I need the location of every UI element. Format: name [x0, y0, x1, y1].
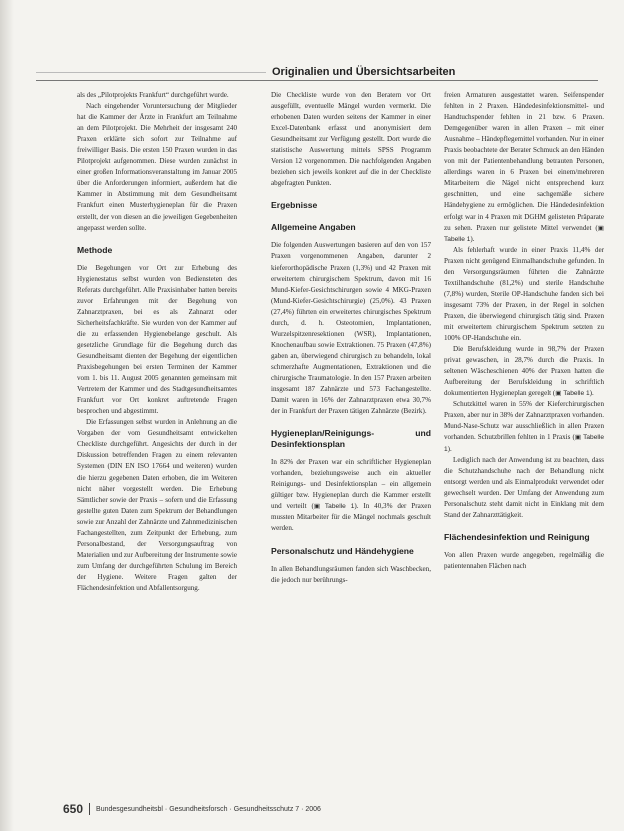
paragraph-text: ). — [589, 389, 594, 398]
paragraph: Die Begehungen vor Ort zur Erhebung des Hygienestatus selbst wurden von Bediensteten des Referats durchgeführt. Alle Praxisinhaber hatten bereits zuvor Erfahrungen mit der Begehung von Zahnarztpraxen, bei es als Zahnarzt oder Sicherheitsfachkräfte. Sie wurden von der Kammer auf die zu erfassenden Hygienebelange geschult. Als gesetzliche Grundlage für die Begehung durch das Gesundheitsamt dienten der Begehung der eigentlichen Praxisbegehungen bei ersten Terminen der Kammer vom 1. bis 11. August 2005 genannten gemeinsam mit Vertretern der Kammer und des Stadtgesundheitsamtes Frankfurt vor Ort konkret auftretende Fragen besprochen und abgestimmt. — [77, 263, 237, 416]
heading-flaechendesinfektion: Flächendesinfektion und Reinigung — [444, 531, 590, 542]
paragraph: Lediglich nach der Anwendung ist zu beachten, dass die Schutzhandschuhe nach der Behandlung nicht entsorgt werden und als Einmalprodukt verwendet oder gewechselt wurden. Der Umfang der Anwendung zum Personalschutz steht damit nicht in Einklang mit dem Stand der Zahnarzttätigkeit. — [444, 455, 604, 519]
heading-allgemeine-angaben: Allgemeine Angaben — [271, 222, 356, 233]
page-footer — [63, 802, 321, 816]
paragraph: Die Checkliste wurde von den Beratern vor Ort ausgefüllt, eventuelle Mängel wurden vermerkt. Die erhobenen Daten wurden seitens der Kammer in einer Excel-Datenbank erfasst und anonymisiert dem Gesundheitsamt zur Verfügung gestellt. Dort wurde die statistische Auswertung mittels SPSS Programm Version 12 vorgenommen. Die nachfolgenden Angaben beziehen sich jeweils konkret auf die in der Checkliste abgefragten Punkten. — [271, 91, 431, 188]
section-header: Originalien und Übersichtsarbeiten — [272, 66, 456, 78]
paragraph-text: Schutzkittel waren in 55% der Kieferchirurgischen Praxen, aber nur in 38% der Zahnarztpraxen vorhanden. Mund-Nase-Schutz war ausschließlich in allen Praxen vorhanden. Schutzbrillen fehlten in 1 Praxis — [444, 400, 604, 442]
paragraph: als des „Pilotprojekts Frankfurt“ durchgeführt wurde. — [77, 91, 229, 99]
paragraph-text: Die Berufskleidung wurde in 98,7% der Praxen privat gewaschen, in 28,7% durch die Praxis. In seltenen Wäscheschienen 40% der Praxen hatten die Aufbereitung der Berufskleidung in schriftlich dokumentierten Hygieneplan geregelt — [444, 345, 604, 398]
page-edge-shadow — [0, 0, 14, 831]
table-reference-label: Tabelle 1 — [444, 434, 604, 453]
text-column-3 — [444, 90, 604, 815]
heading-personalschutz: Personalschutz und Händehygiene — [271, 545, 414, 556]
paragraph: In 82% der Praxen war ein schriftlicher Hygieneplan vorhanden, beziehungsweise auch ein aktueller Reinigungs- und Desinfektionsplan – ein allgemein gültiger bzw. Hygieneplan durch die Kammer erstellt und verteilt (▣ Tabelle 1). In 40,3% der Praxen mussten Mitarbeiter für die Mängel nochmals geschult werden. — [271, 458, 431, 533]
heading-ergebnisse: Ergebnisse — [271, 200, 318, 211]
paragraph: In allen Behandlungsräumen fanden sich Waschbecken, die jedoch nur berührungs- — [271, 564, 431, 584]
paragraph: Die folgenden Auswertungen basieren auf den von 157 Praxen vorgenommenen Angaben, darunter 2 kieferorthopädische Praxen (1,3%) und 42 Praxen mit erweitertem chirurgischem Spektrum, davon mit 16 Mund-Kiefer-Gesichtschirurgen sowie 4 MKG-Praxen (Mund-Kiefer-Gesichtschirurgie) (25,0%). 43 Praxen (27,4%) führten ein erweitertes chirurgisches Spektrum durch, d. h. Osteotomien, Implantationen, Wurzelspitzenresektionen (WSR), Implantationen, Knochenaufbau sowie Extraktionen. 75 Praxen (47,8%) gaben an, überwiegend chirurgisch zu behandeln, lokal schmerzhafte Augmentationen, Extraktionen und die chirurgische Traumatologie. In den 157 Praxen arbeiten insgesamt 187 Zahnärzte und 573 Fachangestellte. Damit waren in 16% der Zahnarztpraxen etwa 30,7% der in Frankfurt der Praxen tätigen Zahnärzte (Bezirk). — [271, 241, 431, 416]
table-reference-label: Tabelle 1 — [444, 235, 471, 243]
page-number: 650 — [63, 802, 84, 816]
table-reference: ▣ Tabelle 1 — [313, 503, 355, 511]
text-column-1 — [77, 90, 237, 815]
journal-citation: Bundesgesundheitsbl · Gesundheitsforsch · Gesundheitsschutz 7 · 2006 — [96, 805, 321, 813]
text-column-2 — [271, 90, 431, 815]
paragraph-text: In 82% der Praxen war ein schriftlicher Hygieneplan vorhanden, beziehungsweise auch ein aktueller Reinigungs- und Desinfektionsplan – ein allgemein gültiger bzw. Hygieneplan durch die Kammer erstellt und verteilt — [271, 458, 431, 511]
table-reference-label: Tabelle 1 — [563, 390, 590, 398]
footer-divider — [89, 803, 90, 815]
heading-hygieneplan: Hygieneplan/Reinigungs- und Desinfektionsplan — [271, 428, 431, 450]
paragraph: Schutzkittel waren in 55% der Kieferchirurgischen Praxen, aber nur in 38% der Zahnarztpraxen vorhanden. Mund-Nase-Schutz war ausschließlich in allen Praxen vorhanden. Schutzbrillen fehlten in 1 Praxis (▣ Tabelle 1). — [444, 400, 604, 453]
header-rule — [36, 80, 598, 81]
paragraph-text: ). In 40,3% der Praxen mussten Mitarbeiter für die Mängel nochmals geschult werden. — [271, 502, 431, 533]
paragraph-text: ). — [470, 234, 475, 243]
table-reference: ▣ Tabelle 1 — [444, 224, 604, 243]
table-reference-label: Tabelle 1 — [324, 503, 355, 511]
paragraph-text: ). — [447, 444, 452, 453]
table-reference: ▣ Tabelle 1 — [555, 390, 590, 398]
paragraph: Als fehlerhaft wurde in einer Praxis 11,4% der Praxen nicht genügend Einmalhandschuhe gefunden. In den Versorgungsräumen führten die Zahnärzte Textilhandschuhe (81,2%) und sterile Handschuhe (7,8%) wurden, Sterile OP-Handschuhe fanden sich bei insgesamt 73% der Praxen, in der Regel in solchen Praxen, die überwiegend chirurgisch tätig sind. Praxen mit erweitertem chirurgischem Spektrum setzten zu 100% OP-Handschuhe ein. — [444, 245, 604, 343]
table-reference: ▣ Tabelle 1 — [444, 434, 604, 453]
paragraph: Von allen Praxen wurde angegeben, regelmäßig die patientennahen Flächen nach — [444, 550, 604, 570]
paragraph: Nach eingehender Voruntersuchung der Mitglieder hat die Kammer der Ärzte in Frankfurt am Teilnahme an dem Pilotprojekt. Die Mehrheit der insgesamt 240 Praxen erklärte sich sofort zur Teilnahme auf freiwilliger Basis. Die ersten 150 Praxen wurden in das Pilotprojekt aufgenommen. Diese wurden zunächst in einer großen Informationsveranstaltung im Januar 2005 über die Anforderungen informiert, außerdem hat die Kammer in Abstimmung mit dem Gesundheitsamt Frankfurt einen Musterhygieneplan für die Praxen erstellt, der von diesen an die jeweiligen Gegebenheiten angepasst werden sollte. — [77, 102, 237, 232]
paragraph: Die Erfassungen selbst wurden in Anlehnung an die Vorgaben der vom Gesundheitsamt entwickelten Checkliste durchgeführt. Angesichts der durch in der Diskussion betreffenden Fragen zu einem relevanten Systemen (DIN EN ISO 17664 und weiteren) wurden die hierzu gegebenen Daten erhoben, die im Weiteren nicht näher vorgestellt werden. Die Erhebung Sämtlicher sowie der Praxis – sofern und die Erfassung gestellte guten Daten zum Spektrum der Behandlungen sowie zur Anzahl der Zahnärzte und Zahnmedizinischen Fachangestellten, zum Zeitpunkt der Erhebung, zum Personalbestand, der Versorgungsauftrag von Materialien und zur Aufbereitung der Instrumente sowie zum Umfang der durchgeführten Schulung im Bereich der Hygiene. Weitere Fragen galten der Flächendesinfektion und Abfallentsorgung. — [77, 418, 237, 592]
header-grey-rule — [36, 72, 266, 73]
paragraph-text: freien Armaturen ausgestattet waren. Seifenspender fehlten in 2 Praxen. Händedesinfektionsmittel- und Handtuchspender fehlten in 21 bzw. 6 Praxen. Demgegenüber waren in allen Praxen – mit einer Ausnahme – Händepflegemittel vorhanden. Nur in einer Praxis beobachtete der Berater Schmuck an den Händen von mit der Patientenbehandlung betrauten Personen, allerdings waren in 6 Praxen bei einem/mehreren Mitarbeitern die Nägel nicht entsprechend kurz geschnitten, und eine sachgemäße sichere Händehygiene zu ermöglichen. Die Händedesinfektion erfolgt war in 4 Praxen mit DGHM gelisteten Präparate zu sehen. Praxen nur gelistete Mittel verwendet — [444, 91, 604, 232]
paragraph: Die Berufskleidung wurde in 98,7% der Praxen privat gewaschen, in 28,7% durch die Praxis. In seltenen Wäscheschienen 40% der Praxen hatten die Aufbereitung der Berufskleidung in schriftlich dokumentierten Hygieneplan geregelt (▣ Tabelle 1). — [444, 345, 604, 398]
heading-methode: Methode — [77, 244, 113, 255]
paragraph: freien Armaturen ausgestattet waren. Seifenspender fehlten in 2 Praxen. Händedesinfektionsmittel- und Handtuchspender fehlten in 21 bzw. 6 Praxen. Demgegenüber waren in allen Praxen – mit einer Ausnahme – Händepflegemittel vorhanden. Nur in einer Praxis beobachtete der Berater Schmuck an den Händen von mit der Patientenbehandlung betrauten Personen, allerdings waren in 6 Praxen bei einem/mehreren Mitarbeitern die Nägel nicht entsprechend kurz geschnitten, und eine sachgemäße sichere Händehygiene zu ermöglichen. Die Händedesinfektion erfolgt war in 4 Praxen mit DGHM gelisteten Präparate zu sehen. Praxen nur gelistete Mittel verwendet (▣ Tabelle 1). — [444, 91, 604, 243]
